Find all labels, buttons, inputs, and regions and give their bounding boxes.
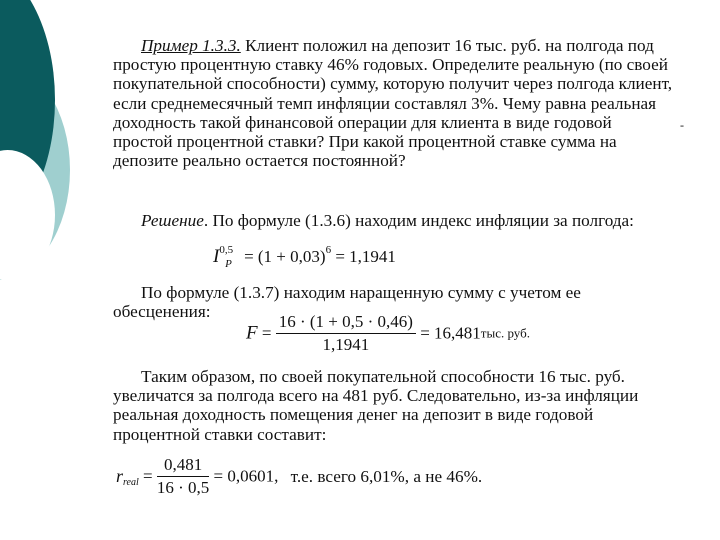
formula1-result: = 1,1941 <box>335 247 396 266</box>
formula3-numerator: 0,481 <box>157 455 209 477</box>
inflation-index-formula <box>213 246 396 268</box>
formula1-sup: 0,5 <box>219 244 234 256</box>
formula1-symbol: I <box>213 246 220 267</box>
solution-text: . По формуле (1.3.6) находим индекс инфляции за полгода: <box>203 211 634 230</box>
problem-text: Клиент положил на депозит 16 тыс. руб. на полгода под простую процентную ставку 46% годовых. Определите реальную (по своей покупательной способности) сумму, которую получит через полгода клиент, если среднемесячный темп инфляции составлял 3%. Чему равна реальная доходность такой финансовой операции для клиента в виде годовой простой процентной ставки? При какой процентной ставке сумма на депозите реально остается постоянной? <box>113 36 673 171</box>
formula3-after: т.е. всего 6,01%, а не 46%. <box>290 466 483 486</box>
formula2-denominator: 1,1941 <box>322 335 370 354</box>
formula1-expr: = (1 + 0,03) <box>244 247 326 266</box>
formula2-eq: = <box>261 323 272 343</box>
formula2-numerator: 16 · (1 + 0,5 · 0,46) <box>276 312 416 334</box>
formula3-sub: real <box>123 477 139 489</box>
accrued-sum-paragraph: По формуле (1.3.7) находим наращенную сумму с учетом ее обесценения: <box>113 283 581 322</box>
solution-label: Решение <box>141 211 204 230</box>
stray-mark: - <box>680 118 684 132</box>
formula1-exp: 6 <box>325 244 332 256</box>
formula3-symbol: r <box>116 466 124 486</box>
decorative-circles <box>0 0 120 300</box>
formula2-fraction <box>276 312 416 355</box>
formula2-unit: тыс. руб. <box>480 325 530 341</box>
solution-paragraph <box>113 211 673 230</box>
formula3-fraction <box>157 455 209 498</box>
formula3-result: = 0,0601, <box>213 466 279 486</box>
real-rate-formula <box>116 455 482 498</box>
problem-paragraph <box>113 36 673 170</box>
formula3-eq: = <box>143 466 153 486</box>
formula2-symbol: F <box>246 322 258 344</box>
formula3-denominator: 16 · 0,5 <box>156 478 210 497</box>
accrued-sum-formula <box>246 312 530 355</box>
example-label: Пример 1.3.3. <box>141 36 241 55</box>
formula1-sub: P <box>225 258 232 270</box>
formula2-result: = 16,481 <box>420 323 481 343</box>
conclusion-paragraph: Таким образом, по своей покупательной способности 16 тыс. руб. увеличатся за полгода всего на 481 руб. Следовательно, из-за инфляции реальная доходность помещения денег на депозит в виде годовой процентной ставки составит: <box>113 367 639 444</box>
